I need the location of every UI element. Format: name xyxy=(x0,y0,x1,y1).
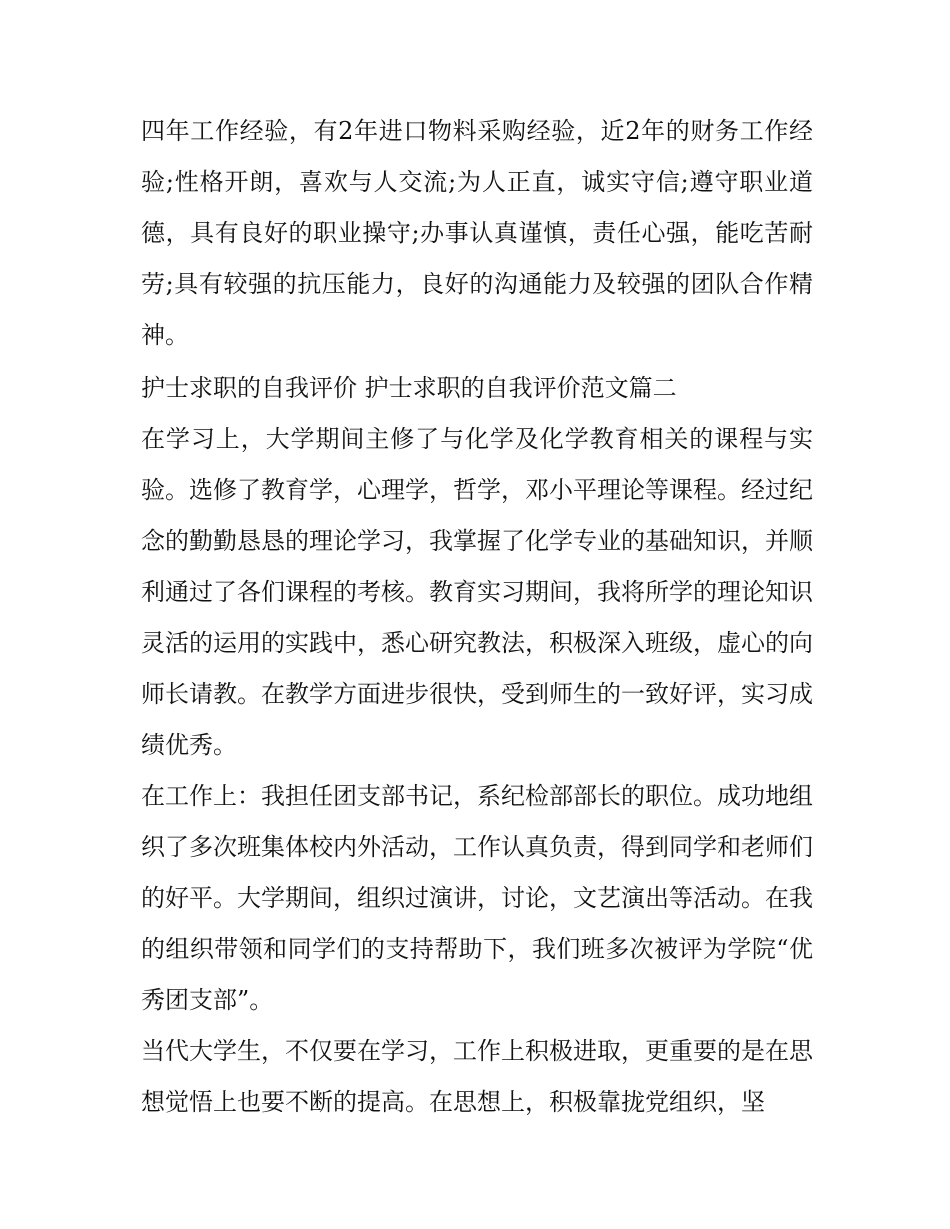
paragraph-study: 在学习上，大学期间主修了与化学及化学教育相关的课程与实验。选修了教育学，心理学，哲学，邓小平理论等课程。经过纪念的勤勤恳恳的理论学习，我掌握了化学专业的基础知识，并顺利通过了各们课程的考核。教育实习期间，我将所学的理论知识灵活的运用的实践中，悉心研究教法，积极深入班级，虚心的向师长请教。在教学方面进步很快，受到师生的一致好评，实习成绩优秀。 xyxy=(141,425,813,759)
document-body xyxy=(141,106,813,1128)
section-heading: 护士求职的自我评价 护士求职的自我评价范文篇二 xyxy=(141,374,677,402)
paragraph-work: 在工作上：我担任团支部书记，系纪检部部长的职位。成功地组织了多次班集体校内外活动，工作认真负责，得到同学和老师们的好平。大学期间，组织过演讲，讨论，文艺演出等活动。在我的组织带领和同学们的支持帮助下，我们班多次被评为学院“优秀团支部”。 xyxy=(141,782,813,1014)
paragraph-ideology: 当代大学生，不仅要在学习，工作上积极进取，更重要的是在思想觉悟上也要不断的提高。在思想上，积极靠拢党组织，坚 xyxy=(141,1037,813,1116)
paragraph-experience-summary: 四年工作经验，有2年进口物料采购经验，近2年的财务工作经验;性格开朗，喜欢与人交流;为人正直，诚实守信;遵守职业道德，具有良好的职业操守;办事认真谨慎，责任心强，能吃苦耐劳;具有较强的抗压能力，良好的沟通能力及较强的团队合作精神。 xyxy=(141,117,813,349)
